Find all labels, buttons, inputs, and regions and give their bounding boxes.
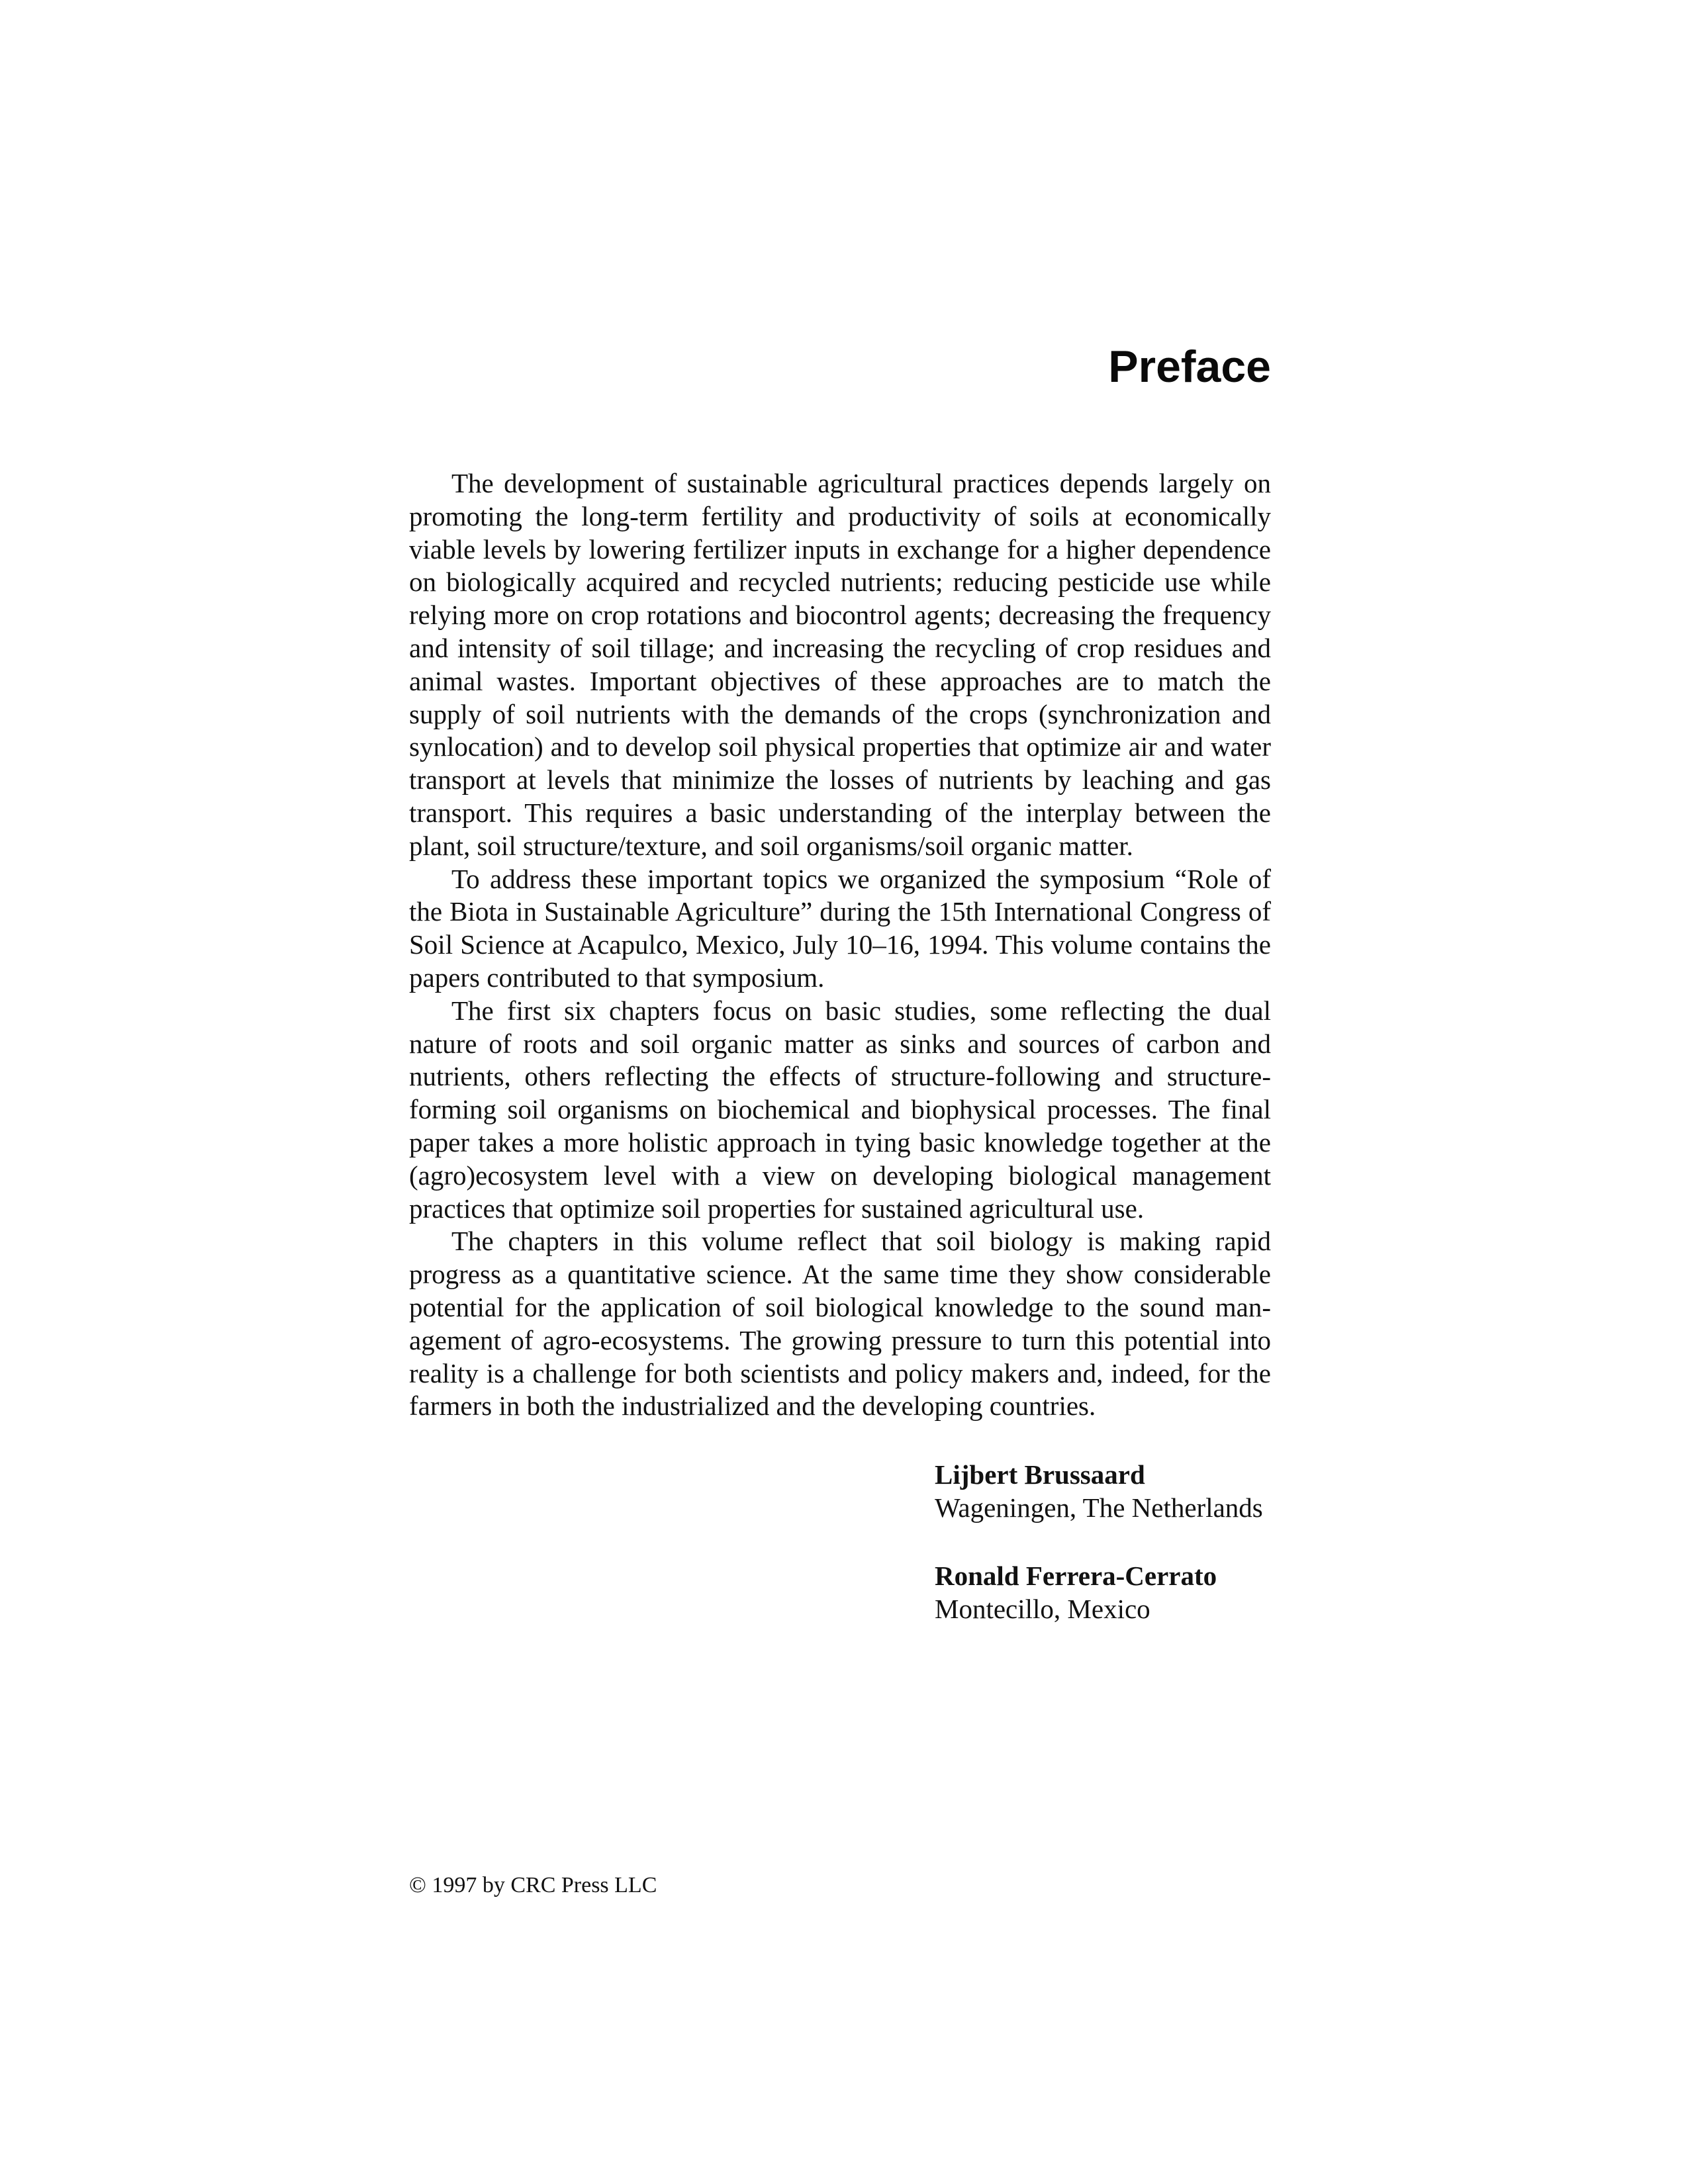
paragraph-3: The first six chapters focus on basic studies, some reflecting the dual nature of roots and soil organic matter as sinks and sources of carbon and nutrients, others reflecting the effects of structure-following and structure-forming soil organisms on biochemical and biophysical processes. The final paper takes a more holistic approach in tying basic knowledge together at the (agro)ecosystem level with a view on developing biological management practices that optimize soil properties for sustained agricultural use. xyxy=(409,995,1271,1224)
signature-block-1 xyxy=(935,1458,1279,1524)
page-title: Preface xyxy=(1108,341,1271,392)
signatory-name: Ronald Ferrera-Cerrato xyxy=(935,1561,1217,1591)
preface-body xyxy=(409,467,1271,1423)
signatory-name: Lijbert Brussaard xyxy=(935,1459,1145,1490)
paragraph-2: To address these important topics we organized the symposium “Role of the Biota in Sustainable Agriculture” during the 15th International Congress of Soil Science at Acapulco, Mexico, July 10–16, 1994. This volume contains the papers contributed to that symposium. xyxy=(409,863,1271,993)
signatory-place: Montecillo, Mexico xyxy=(935,1594,1150,1624)
signature-block-2 xyxy=(935,1559,1279,1625)
paragraph-1: The development of sustainable agricultural practices depends largely on promoting the long-term fertility and productivity of soils at economically viable levels by lowering fertilizer inputs in exchange for a higher dependence on biologically acquired and recycled nutrients; reducing pesticide use while relying more on crop rotations and biocontrol agents; decreasing the frequency and intensity of soil tillage; and increasing the recycling of crop residues and animal wastes. Important objectives of these approaches are to match the supply of soil nutrients with the demands of the crops (synchronization and synlocation) and to develop soil physical properties that optimize air and water transport at levels that minimize the losses of nutrients by leaching and gas transport. This requires a basic understanding of the interplay between the plant, soil structure/texture, and soil organisms/soil organic matter. xyxy=(409,468,1271,861)
paragraph-4: The chapters in this volume reflect that soil biology is making rapid progress as a quantitative science. At the same time they show considerable potential for the application of soil biological knowledge to the sound management of agro-ecosystems. The growing pressure to turn this potential into reality is a challenge for both scientists and policy makers and, indeed, for the farmers in both the industrialized and the developing countries. xyxy=(409,1226,1271,1422)
signatory-place: Wageningen, The Netherlands xyxy=(935,1492,1263,1523)
copyright-notice: © 1997 by CRC Press LLC xyxy=(409,1873,657,1897)
